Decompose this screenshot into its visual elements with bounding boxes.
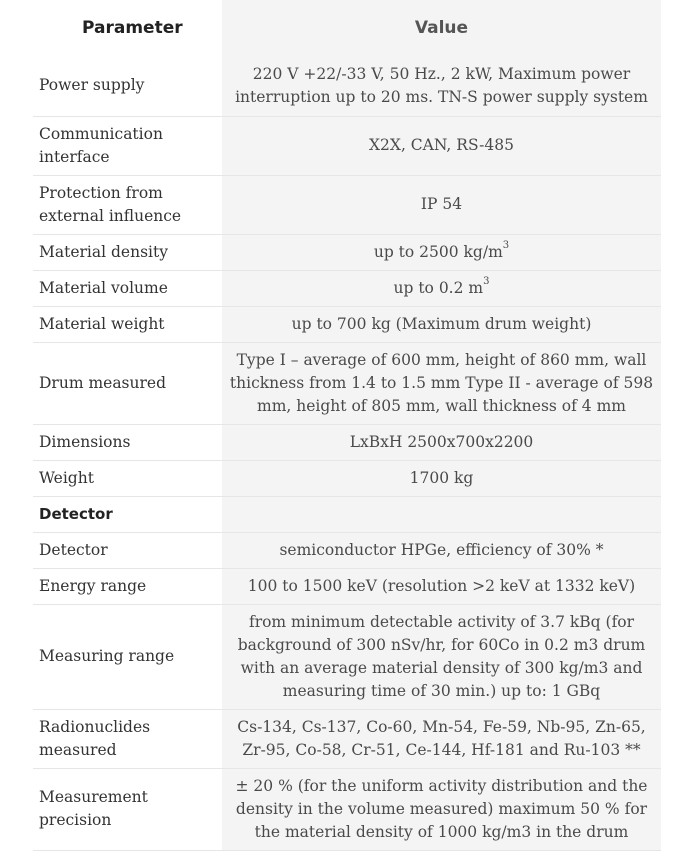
row-value: 100 to 1500 keV (resolution >2 keV at 1332 keV) — [222, 568, 661, 604]
table-row — [33, 424, 661, 460]
row-value: semiconductor HPGe, efficiency of 30% * — [222, 532, 661, 568]
row-value: 220 V +22/-33 V, 50 Hz., 2 kW, Maximum power interruption up to 20 ms. TN-S power supply system — [222, 56, 661, 116]
row-param: Material weight — [33, 306, 222, 342]
superscript: 3 — [483, 276, 490, 288]
row-param: Protection from external influence — [33, 175, 222, 234]
table-row — [33, 56, 661, 116]
section-title: Detector — [33, 496, 222, 532]
table-row — [33, 342, 661, 424]
table-row — [33, 532, 661, 568]
table-row — [33, 234, 661, 270]
row-param: Weight — [33, 460, 222, 496]
row-param: Measurement precision — [33, 768, 222, 850]
row-value: Type I – average of 600 mm, height of 860 mm, wall thickness from 1.4 to 1.5 mm Type II - average of 598 mm, height of 805 mm, wall thickness of 4 mm — [222, 342, 661, 424]
header-parameter: Parameter — [33, 0, 222, 56]
table-row — [33, 604, 661, 709]
row-param: Detector — [33, 532, 222, 568]
table-row — [33, 568, 661, 604]
row-value: up to 700 kg (Maximum drum weight) — [222, 306, 661, 342]
row-param: Material density — [33, 234, 222, 270]
row-value: up to 0.2 $m^3$ — [222, 270, 661, 306]
table-row — [33, 116, 661, 175]
row-value: LxBxH 2500x700x2200 — [222, 424, 661, 460]
row-param: Measuring range — [33, 604, 222, 709]
spec-table — [33, 0, 661, 851]
row-value: IP 54 — [222, 175, 661, 234]
row-param: Power supply — [33, 56, 222, 116]
table-row — [33, 175, 661, 234]
table-header-row — [33, 0, 661, 56]
row-param: Dimensions — [33, 424, 222, 460]
table-row — [33, 270, 661, 306]
row-value: 1700 kg — [222, 460, 661, 496]
table-row — [33, 709, 661, 768]
row-param: Energy range — [33, 568, 222, 604]
table-row — [33, 768, 661, 850]
table-row — [33, 306, 661, 342]
section-row — [33, 496, 661, 532]
row-value: from minimum detectable activity of 3.7 kBq (for background of 300 nSv/hr, for 60Co in 0.2 m3 drum with an average material density of 300 kg/m3 and measuring time of 30 min.) up to: 1 GBq — [222, 604, 661, 709]
row-value: Cs-134, Cs-137, Co-60, Mn-54, Fe-59, Nb-95, Zn-65, Zr-95, Co-58, Cr-51, Ce-144, Hf-181 and Ru-103 ** — [222, 709, 661, 768]
superscript: 3 — [502, 240, 510, 252]
table-row — [33, 460, 661, 496]
row-value: ± 20 % (for the uniform activity distribution and the density in the volume measured) maximum 50 % for the material density of 1000 kg/m3 in the drum — [222, 768, 661, 850]
row-param: Communication interface — [33, 116, 222, 175]
row-value: up to 2500 $kg/m^3$ — [222, 234, 661, 270]
row-value — [222, 496, 661, 532]
row-param: Material volume — [33, 270, 222, 306]
row-param: Drum measured — [33, 342, 222, 424]
row-value: X2X, CAN, RS-485 — [222, 116, 661, 175]
row-param: Radionuclides measured — [33, 709, 222, 768]
header-value: Value — [222, 0, 661, 56]
